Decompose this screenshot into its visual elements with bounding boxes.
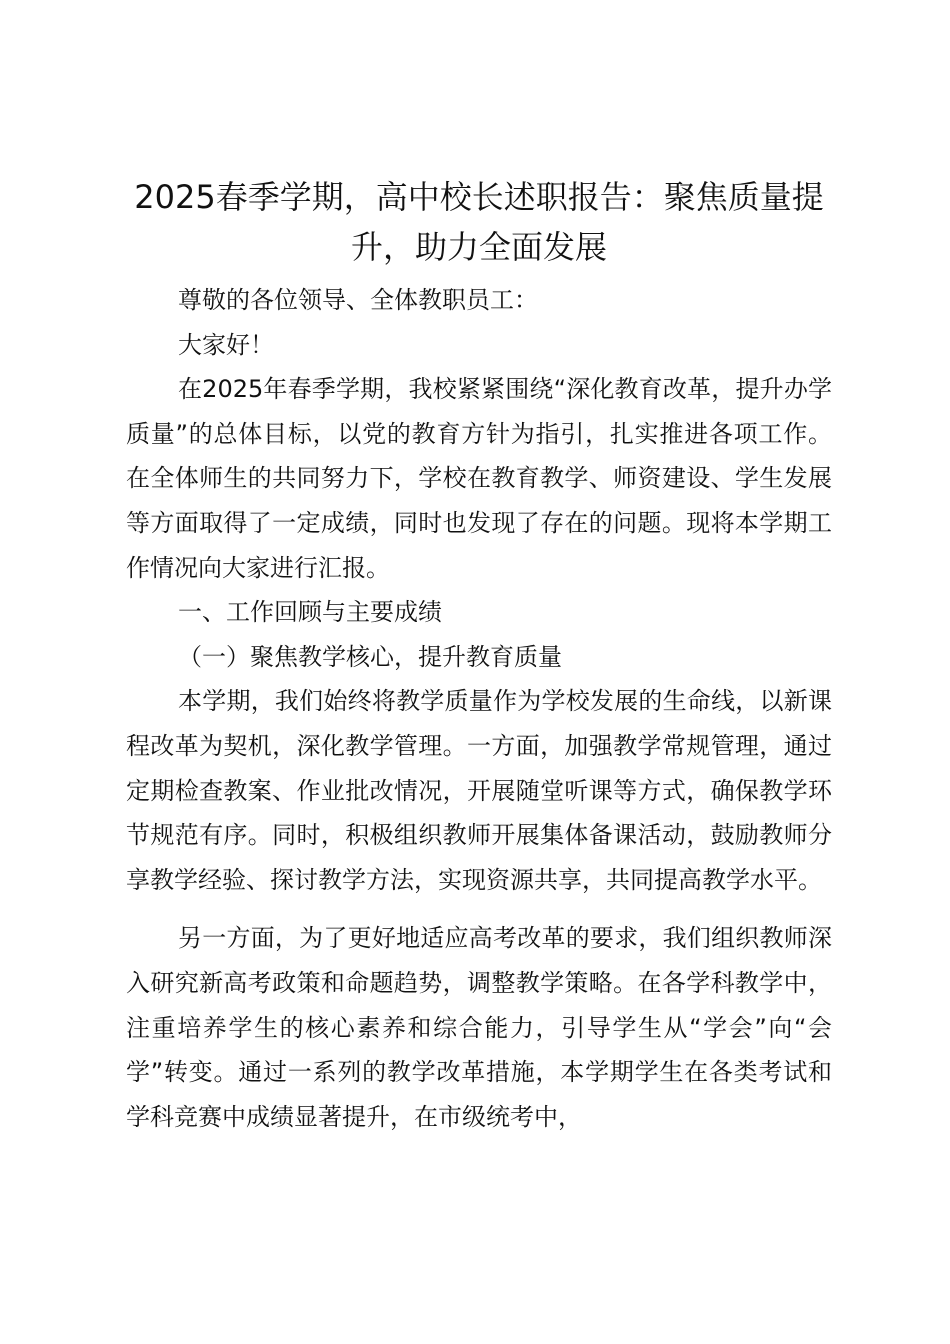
section-heading: 一、工作回顾与主要成绩 <box>178 598 442 627</box>
intro-paragraph: 在2025年春季学期，我校紧紧围绕“深化教育改革，提升办学质量”的总体目标，以党的教育方针为指引，扎实推进各项工作。在全体师生的共同努力下，学校在教育教学、师资建设、学生发展等方面取得了一定成绩，同时也发现了存在的问题。现将本学期工作情况向大家进行汇报。 <box>126 375 832 582</box>
subsection-heading: （一）聚焦教学核心，提升教育质量 <box>178 642 562 671</box>
body-paragraph: 另一方面，为了更好地适应高考改革的要求，我们组织教师深入研究新高考政策和命题趋势，调整教学策略。在各学科教学中，注重培养学生的核心素养和综合能力，引导学生从“学会”向“会学”转变。通过一系列的教学改革措施，本学期学生在各类考试和学科竞赛中成绩显著提升，在市级统考中， <box>126 924 832 1131</box>
salutation: 尊敬的各位领导、全体教职员工： <box>178 286 538 314</box>
document-body <box>126 278 832 1139</box>
body-paragraph: 本学期，我们始终将教学质量作为学校发展的生命线，以新课程改革为契机，深化教学管理。一方面，加强教学常规管理，通过定期检查教案、作业批改情况，开展随堂听课等方式，确保教学环节规范有序。同时，积极组织教师开展集体备课活动，鼓励教师分享教学经验、探讨教学方法，实现资源共享，共同提高教学水平。 <box>126 687 832 894</box>
greeting: 大家好！ <box>178 330 274 359</box>
document-title: 2025春季学期，高中校长述职报告：聚焦质量提升，助力全面发展 <box>134 178 824 266</box>
